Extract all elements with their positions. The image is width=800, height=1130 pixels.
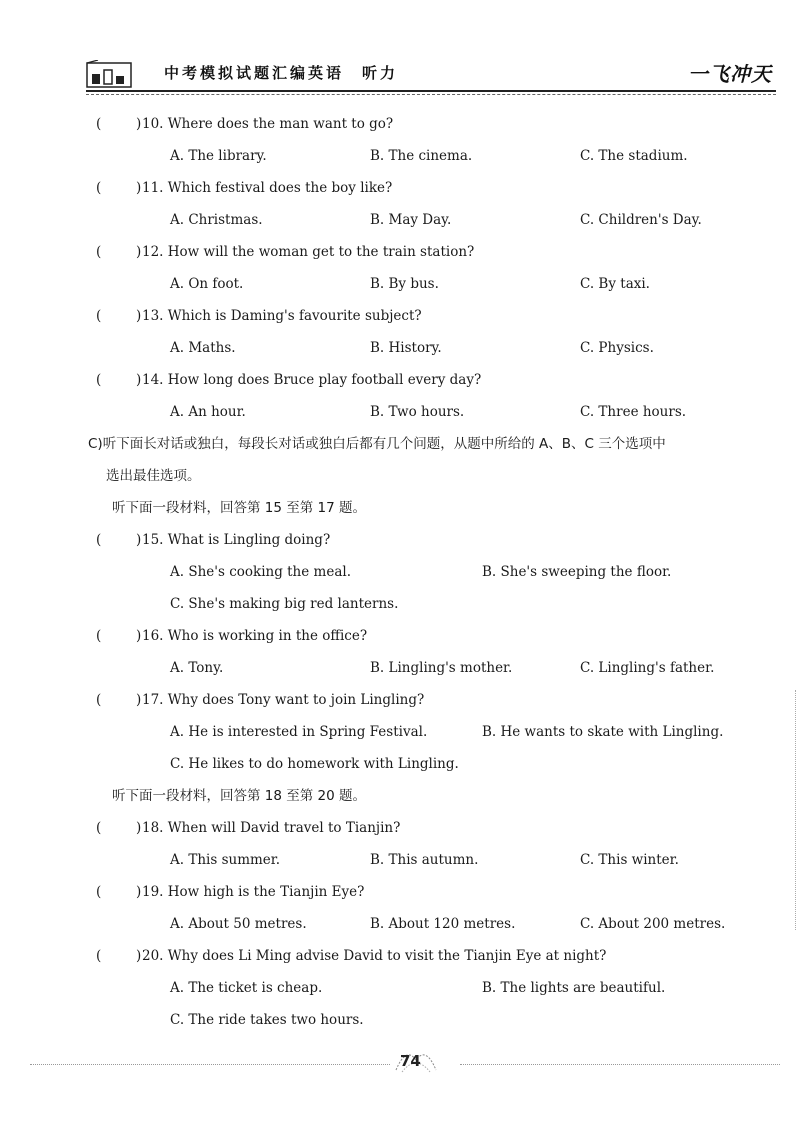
question-text: 16. Who is working in the office? [142, 628, 368, 644]
header-brand: 一飞冲天 [688, 62, 772, 86]
question-text: 10. Where does the man want to go? [142, 116, 394, 132]
option-a: A. An hour. [170, 404, 246, 420]
option-c: C. She's making big red lanterns. [170, 596, 399, 612]
answer-paren-open[interactable]: ( [96, 820, 102, 836]
question-11 [0, 172, 800, 204]
options-15-c [0, 588, 800, 620]
option-b: B. History. [370, 340, 442, 356]
option-a: A. Christmas. [170, 212, 263, 228]
option-a: A. He is interested in Spring Festival. [170, 724, 428, 740]
group1-intro: 听下面一段材料，回答第 15 至第 17 题。 [112, 500, 367, 516]
answer-paren-open[interactable]: ( [96, 948, 102, 964]
option-b: B. The cinema. [370, 148, 473, 164]
question-16 [0, 620, 800, 652]
question-12 [0, 236, 800, 268]
options-19 [0, 908, 800, 940]
option-a: A. The ticket is cheap. [170, 980, 323, 996]
option-c: C. Lingling's father. [580, 660, 715, 676]
question-17 [0, 684, 800, 716]
options-14 [0, 396, 800, 428]
page-number: 74 [400, 1052, 421, 1070]
options-10 [0, 140, 800, 172]
section-c-instructions [0, 428, 778, 492]
option-b: B. He wants to skate with Lingling. [482, 724, 724, 740]
option-a: A. Tony. [170, 660, 224, 676]
question-text: 13. Which is Daming's favourite subject? [142, 308, 422, 324]
answer-paren-close: ) [136, 372, 142, 388]
question-text: 15. What is Lingling doing? [142, 532, 331, 548]
option-c: C. He likes to do homework with Lingling. [170, 756, 459, 772]
answer-paren-close: ) [136, 308, 142, 324]
question-10 [0, 108, 800, 140]
header-rule-dashed [86, 94, 776, 95]
option-a: A. This summer. [170, 852, 281, 868]
option-c: C. Three hours. [580, 404, 687, 420]
answer-paren-open[interactable]: ( [96, 372, 102, 388]
page-content [0, 108, 800, 1036]
question-19 [0, 876, 800, 908]
question-text: 18. When will David travel to Tianjin? [142, 820, 401, 836]
question-text: 17. Why does Tony want to join Lingling? [142, 692, 425, 708]
answer-paren-close: ) [136, 116, 142, 132]
option-b: B. May Day. [370, 212, 452, 228]
footer-dotted-rule-left [30, 1064, 390, 1065]
section-c-line1: C)听下面长对话或独白，每段长对话或独白后都有几个问题，从题中所给的 A、B、C 三个选项中 [88, 436, 666, 452]
answer-paren-close: ) [136, 820, 142, 836]
group2-intro: 听下面一段材料，回答第 18 至第 20 题。 [112, 788, 367, 804]
header-title: 中考模拟试题汇编英语 听力 [164, 64, 399, 82]
option-a: A. The library. [170, 148, 267, 164]
answer-paren-close: ) [136, 692, 142, 708]
question-14 [0, 364, 800, 396]
option-c: C. Physics. [580, 340, 654, 356]
margin-dotted-rule [795, 690, 798, 930]
page-header [86, 56, 776, 92]
options-17-ab [0, 716, 800, 748]
option-c: C. By taxi. [580, 276, 650, 292]
question-text: 19. How high is the Tianjin Eye? [142, 884, 365, 900]
option-b: B. Lingling's mother. [370, 660, 513, 676]
page-footer [0, 1040, 800, 1080]
option-a: A. Maths. [170, 340, 236, 356]
option-c: C. About 200 metres. [580, 916, 726, 932]
option-b: B. She's sweeping the floor. [482, 564, 672, 580]
options-11 [0, 204, 800, 236]
answer-paren-close: ) [136, 244, 142, 260]
options-20-c [0, 1004, 800, 1036]
footer-dotted-rule-right [460, 1064, 780, 1065]
answer-paren-close: ) [136, 532, 142, 548]
option-b: B. About 120 metres. [370, 916, 516, 932]
answer-paren-close: ) [136, 884, 142, 900]
answer-paren-close: ) [136, 948, 142, 964]
answer-paren-open[interactable]: ( [96, 308, 102, 324]
question-15 [0, 524, 800, 556]
question-20 [0, 940, 800, 972]
options-17-c [0, 748, 800, 780]
option-c: C. This winter. [580, 852, 679, 868]
question-13 [0, 300, 800, 332]
answer-paren-open[interactable]: ( [96, 884, 102, 900]
answer-paren-close: ) [136, 180, 142, 196]
question-text: 12. How will the woman get to the train station? [142, 244, 475, 260]
option-a: A. On foot. [170, 276, 244, 292]
options-18 [0, 844, 800, 876]
section-c-line2: 选出最佳选项。 [106, 468, 201, 484]
option-a: A. She's cooking the meal. [170, 564, 351, 580]
options-13 [0, 332, 800, 364]
answer-paren-open[interactable]: ( [96, 692, 102, 708]
option-b: B. By bus. [370, 276, 439, 292]
option-b: B. This autumn. [370, 852, 479, 868]
question-text: 20. Why does Li Ming advise David to visit the Tianjin Eye at night? [142, 948, 607, 964]
options-12 [0, 268, 800, 300]
option-c: C. Children's Day. [580, 212, 702, 228]
options-15-ab [0, 556, 800, 588]
option-a: A. About 50 metres. [170, 916, 307, 932]
answer-paren-open[interactable]: ( [96, 532, 102, 548]
question-text: 14. How long does Bruce play football every day? [142, 372, 482, 388]
header-rule [86, 90, 776, 92]
answer-paren-open[interactable]: ( [96, 628, 102, 644]
question-text: 11. Which festival does the boy like? [142, 180, 393, 196]
option-b: B. The lights are beautiful. [482, 980, 666, 996]
options-20-ab [0, 972, 800, 1004]
question-18 [0, 812, 800, 844]
answer-paren-open[interactable]: ( [96, 244, 102, 260]
answer-paren-open[interactable]: ( [96, 180, 102, 196]
option-c: C. The ride takes two hours. [170, 1012, 364, 1028]
options-16 [0, 652, 800, 684]
answer-paren-close: ) [136, 628, 142, 644]
option-c: C. The stadium. [580, 148, 688, 164]
answer-paren-open[interactable]: ( [96, 116, 102, 132]
book-logo-icon [86, 60, 132, 88]
option-b: B. Two hours. [370, 404, 465, 420]
